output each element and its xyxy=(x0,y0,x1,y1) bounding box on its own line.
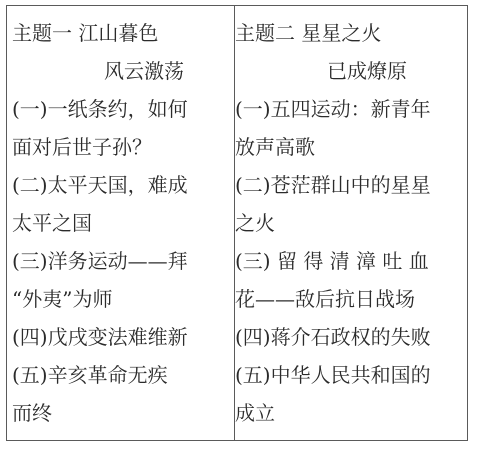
theme-one-subtitle: 风云激荡 xyxy=(104,59,184,83)
theme-one-title: 主题一 江山暮色 xyxy=(12,21,159,45)
theme-two-line: 花——敌后抗日战场 xyxy=(235,287,415,311)
theme-one-line: (五)辛亥革命无疾 xyxy=(12,363,168,387)
theme-one-line: (二)太平天国，难成 xyxy=(12,173,188,197)
theme-one-line: 太平之国 xyxy=(12,211,92,235)
theme-two-line: 之火 xyxy=(235,211,275,235)
theme-one-line: 面对后世子孙？ xyxy=(12,135,152,159)
theme-two-line: 放声高歌 xyxy=(235,135,315,159)
theme-two-subtitle: 已成燎原 xyxy=(327,59,407,83)
theme-one-line: (四)戊戌变法难维新 xyxy=(12,325,188,349)
theme-two-column xyxy=(235,14,455,432)
theme-one-line: (一)一纸条约，如何 xyxy=(12,97,188,121)
theme-two-title: 主题二 星星之火 xyxy=(235,21,382,45)
theme-two-line: (二)苍茫群山中的星星 xyxy=(235,173,431,197)
theme-one-line: “外夷”为师 xyxy=(12,287,113,311)
theme-two-line: (一)五四运动：新青年 xyxy=(235,97,431,121)
theme-two-line: (三) 留 得 清 漳 吐 血 xyxy=(235,249,429,273)
theme-two-line: (五)中华人民共和国的 xyxy=(235,363,431,387)
theme-one-line: (三)洋务运动——拜 xyxy=(12,249,188,273)
theme-two-line: (四)蒋介石政权的失败 xyxy=(235,325,431,349)
theme-two-line: 成立 xyxy=(235,401,275,425)
theme-one-line: 而终 xyxy=(12,401,52,425)
theme-one-column xyxy=(12,14,220,432)
